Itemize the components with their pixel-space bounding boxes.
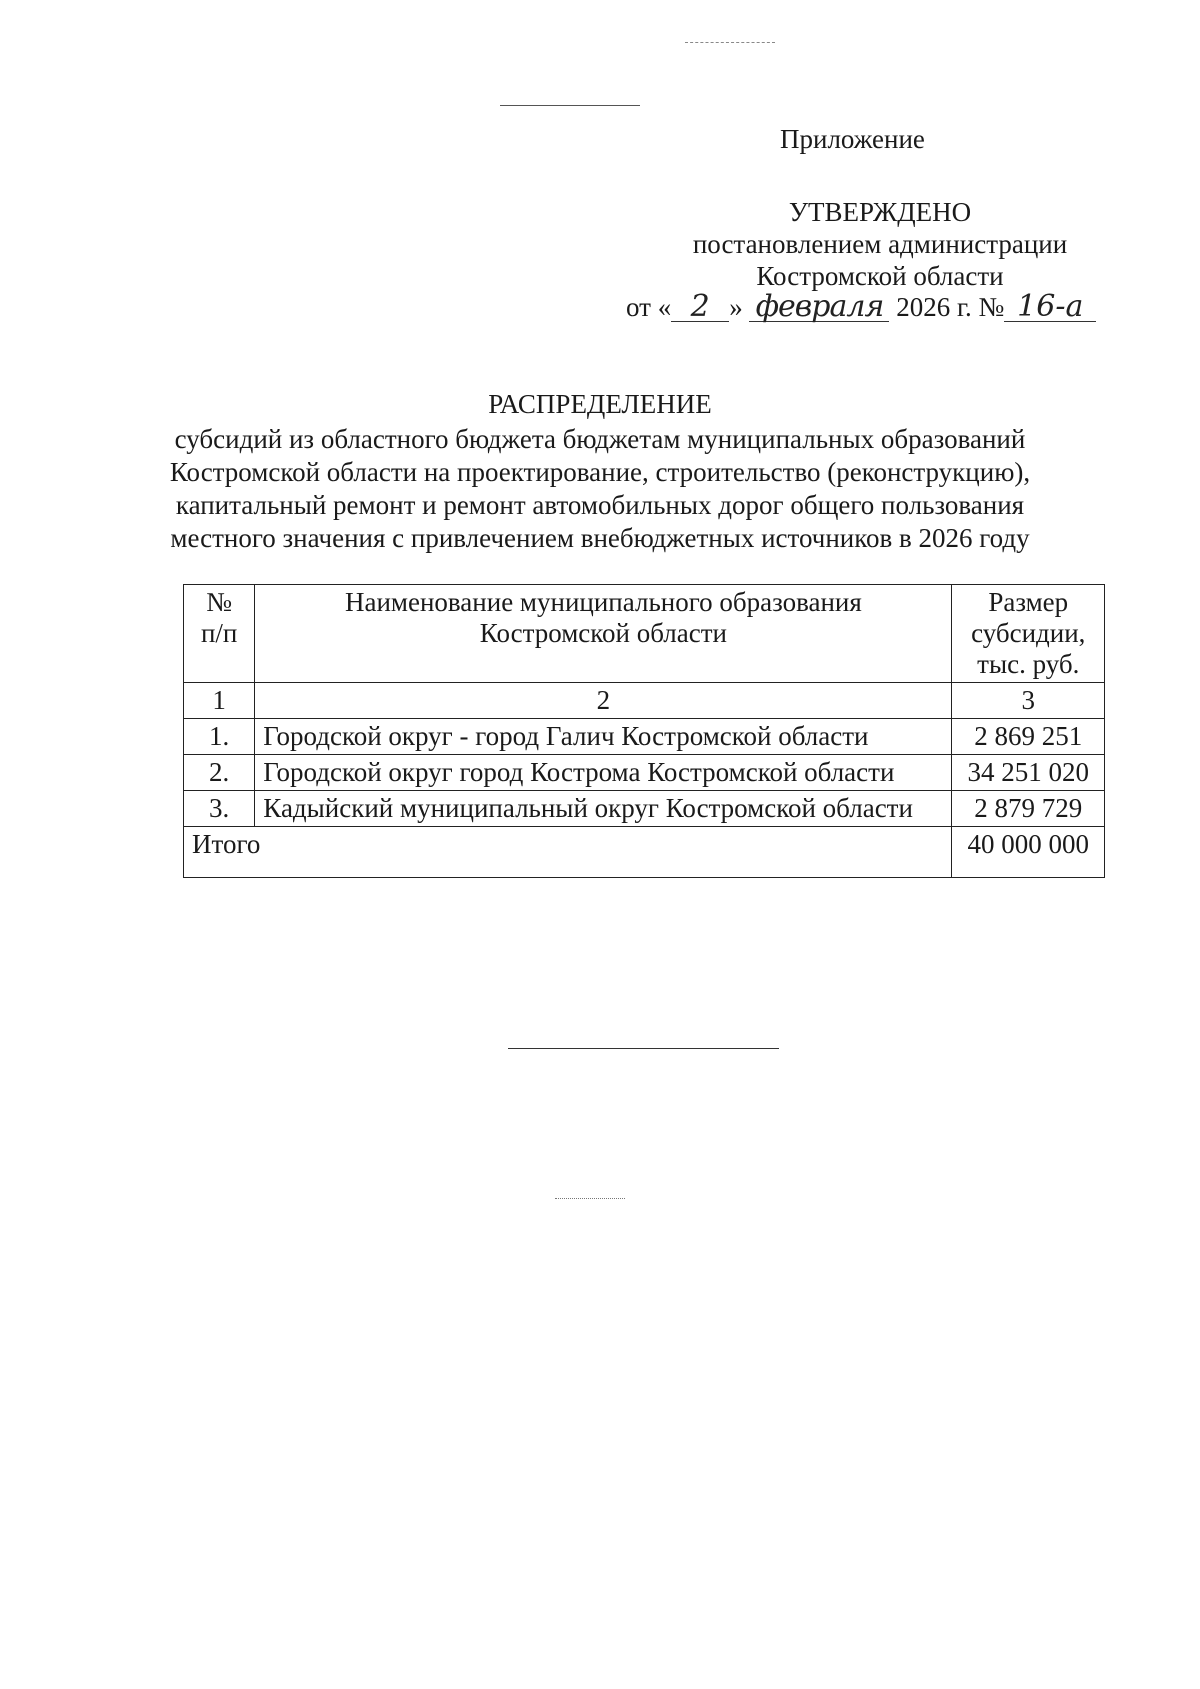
header-name-line-1: Наименование муниципального образования — [344, 587, 862, 617]
subsidy-amount: 2 869 251 — [952, 719, 1105, 755]
handwritten-doc-number: 16-а — [1004, 293, 1096, 322]
approved-label: УТВЕРЖДЕНО — [788, 197, 972, 227]
header-num-line-1: № — [206, 587, 233, 617]
total-label: Итого — [184, 827, 952, 878]
header-name-line-2: Костромской области — [479, 618, 727, 648]
total-row — [184, 827, 1105, 878]
header-amount-line-2: субсидии, — [971, 618, 1086, 648]
document-title-block — [150, 388, 1050, 555]
municipality-name: Кадыйский муниципальный округ Костромской области — [255, 791, 952, 827]
header-amount-cell — [952, 585, 1105, 683]
scan-mark — [555, 1198, 625, 1199]
handwritten-month: февраля — [749, 293, 889, 322]
municipality-name: Городской округ - город Галич Костромской области — [255, 719, 952, 755]
header-amount-line-1: Размер — [988, 587, 1069, 617]
table-row — [184, 755, 1105, 791]
date-mid: » — [729, 292, 743, 322]
table-header-row — [184, 585, 1105, 683]
table-row — [184, 791, 1105, 827]
row-number: 1. — [184, 719, 255, 755]
subsidy-distribution-table — [183, 584, 1105, 878]
column-number-cell: 1 — [184, 683, 255, 719]
title-line-3: капитальный ремонт и ремонт автомобильных дорог общего пользования — [175, 490, 1025, 520]
date-prefix: от « — [626, 292, 672, 322]
document-title: РАСПРЕДЕЛЕНИЕ — [488, 389, 712, 419]
total-amount: 40 000 000 — [952, 827, 1105, 878]
row-number: 3. — [184, 791, 255, 827]
column-number-cell: 3 — [952, 683, 1105, 719]
municipality-name: Городской округ город Кострома Костромской области — [255, 755, 952, 791]
scan-mark — [685, 42, 775, 43]
subsidy-amount: 34 251 020 — [952, 755, 1105, 791]
table-row — [184, 719, 1105, 755]
approved-by-line-2: Костромской области — [756, 261, 1004, 291]
approval-block — [600, 196, 1160, 292]
title-line-2: Костромской области на проектирование, строительство (реконструкцию), — [169, 457, 1031, 487]
header-num-line-2: п/п — [200, 618, 238, 648]
closing-rule — [508, 1048, 779, 1049]
title-line-1: субсидий из областного бюджета бюджетам муниципальных образований — [174, 424, 1026, 454]
column-number-row — [184, 683, 1105, 719]
date-year: 2026 г. № — [896, 292, 1005, 322]
approved-by-line-1: постановлением администрации — [692, 229, 1068, 259]
subsidy-amount: 2 879 729 — [952, 791, 1105, 827]
handwritten-day: 2 — [671, 293, 729, 322]
appendix-label: Приложение — [780, 124, 925, 154]
row-number: 2. — [184, 755, 255, 791]
title-line-4: местного значения с привлечением внебюджетных источников в 2026 году — [170, 523, 1030, 553]
header-name-cell — [255, 585, 952, 683]
header-num-cell — [184, 585, 255, 683]
column-number-cell: 2 — [255, 683, 952, 719]
decree-date-line — [626, 289, 1096, 324]
header-amount-line-3: тыс. руб. — [977, 649, 1080, 679]
scan-mark — [500, 105, 640, 106]
